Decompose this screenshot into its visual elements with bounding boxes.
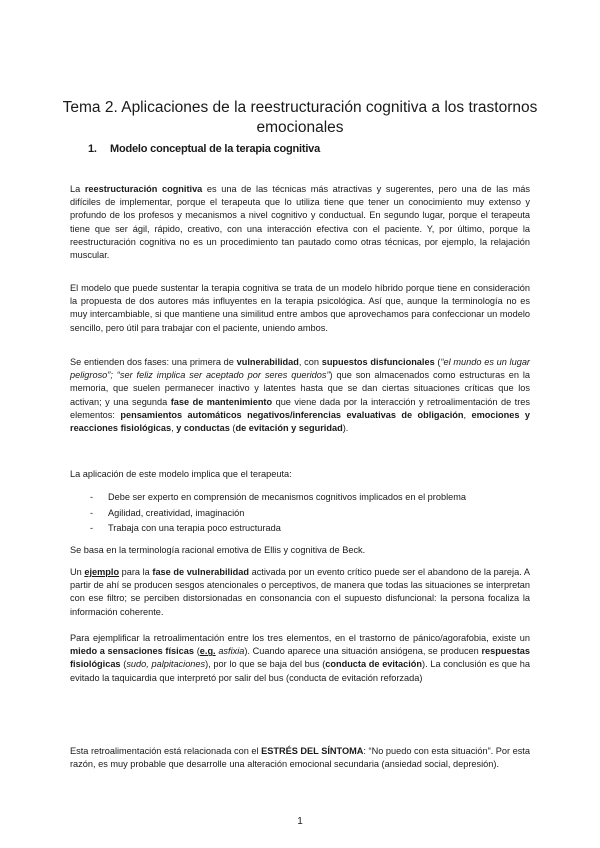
text-run: ). [342,423,349,434]
text-run: para la [119,567,153,577]
text-run: ejemplo [84,567,120,577]
text-run: y conductas [176,423,230,434]
text-run: Esta retroalimentación está relacionada con el [70,746,262,756]
text-run: supuestos disfuncionales [321,357,435,367]
text-run: La [70,184,85,194]
text-run: Un [70,567,85,577]
text-run: El modelo que puede sustentar la terapia cognitiva se trata de un modelo híbrido porque tiene en consideración la propuesta de dos autores más influyentes en la terapia psicológica. Así que, aunque la terminología no es muy intercambiable, si que mantiene una similitud entre ambos que aprovechamos para confeccionar un modelo sencillo, pero útil para trabajar con el paciente, uniendo ambos. [70,283,530,333]
text-run: e.g. [199,646,216,657]
paragraph-5: Se basa en la terminología racional emotiva de Ellis y cognitiva de Beck. [70,545,366,555]
page-number: 1 [297,816,303,827]
paragraph-3 [70,356,530,435]
text-run: sudo, palpitaciones [126,659,206,670]
paragraph-2 [70,282,530,335]
text-run: ( [120,659,127,670]
text-run: , [463,409,472,420]
list-item [70,506,530,522]
text-run: fase de vulnerabilidad [152,567,249,577]
page-title: Tema 2. Aplicaciones de la reestructuración cognitiva a los trastornos emocionales [62,99,538,136]
section-number: 1. [88,143,97,155]
text-run: ESTRÉS DEL SÍNTOMA [261,746,364,756]
paragraph-4: La aplicación de este modelo implica que el terapeuta: [70,469,292,479]
list-item [70,521,530,537]
requirements-list [70,490,530,537]
text-run: Se entienden dos fases: una primera de [70,357,237,367]
text-run: vulnerabilidad [236,357,299,367]
text-run: respuestas fisiológicas [70,646,530,670]
list-item-text: Trabaja con una terapia poco estructurada [108,523,281,533]
text-run: “el mundo es un lugar peligroso”; “ser feliz implica ser aceptado por seres queridos” [70,357,530,381]
text-run: asfixia [218,646,245,657]
text-run: ), por lo que se baja del bus ( [205,659,326,670]
text-run: miedo a sensaciones físicas [70,646,195,657]
text-run: , con [298,357,322,367]
list-dash: - [90,523,94,533]
text-run: ). Cuando aparece una situación ansiógena, se producen [244,646,482,657]
list-dash: - [90,507,94,518]
paragraph-7 [70,632,530,685]
text-run: que viene dada por la interacción y retroalimentación de tres elementos: [70,396,530,420]
section-heading [88,143,320,155]
paragraph-8 [70,745,530,771]
text-run: ) que son almacenados como estructuras en la memoria, que suelen permanecer inactivo y latentes hasta que se dan ciertas situaciones críticas que los activan; y una segunda [70,370,530,407]
text-run: de evitación y seguridad [235,423,343,434]
text-run: : “No puedo con esta situación”. Por esta razón, es muy probable que desarrolle una alteración emocional secundaria (ansiedad social, depresión). [70,746,530,770]
section-title: Modelo conceptual de la terapia cognitiva [110,143,321,155]
text-run: activada por un evento crítico puede ser el abandono de la pareja. A partir de ahí se producen sesgos atencionales o perceptivos, de manera que todas las situaciones se interpretan con ese filtro; se perciben distorsionadas en consonancia con el supuesto disfuncional: la persona focaliza la información coherente. [70,567,530,617]
text-run: es una de las técnicas más atractivas y sugerentes, pero una de las más difíciles de implementar, porque el terapeuta que lo utiliza tiene que tener un conocimiento muy extenso y profundo de los profesos y mecanismos a nivel cognitivo y conductual. En segundo lugar, porque el terapeuta tiene que ser ágil, rápido, creativo, con una interacción efectiva con el paciente. Y, por último, porque la reestructuración cognitiva no es un procedimiento tan pautado como otras técnicas, por ejemplo, la relajación muscular. [70,184,530,261]
paragraph-6 [70,566,530,619]
text-run: ( [194,646,200,657]
text-run: ). La conclusión es que ha evitado la taquicardia que interpretó por salir del bus (conducta de evitación reforzada) [70,659,530,683]
text-run: ( [434,357,441,367]
text-run: emociones y reacciones fisiológicas [70,409,530,434]
list-item-text: Agilidad, creatividad, imaginación [108,507,245,518]
text-run: , [171,423,177,434]
paragraph-1 [70,183,530,262]
text-run: ( [229,423,236,434]
text-run: pensamientos automáticos negativos/inferencias evaluativas de obligación [120,409,464,420]
text-run: fase de mantenimiento [170,396,273,407]
text-run: Para ejemplificar la retroalimentación entre los tres elementos, en el trastorno de pánico/agorafobia, existe un [70,633,530,643]
list-item [70,490,530,506]
list-item-text: Debe ser experto en comprensión de mecanismos cognitivos implicados en el problema [108,492,466,502]
list-dash: - [90,492,94,502]
text-run: reestructuración cognitiva [84,184,203,194]
text-run: conducta de evitación [325,659,423,670]
